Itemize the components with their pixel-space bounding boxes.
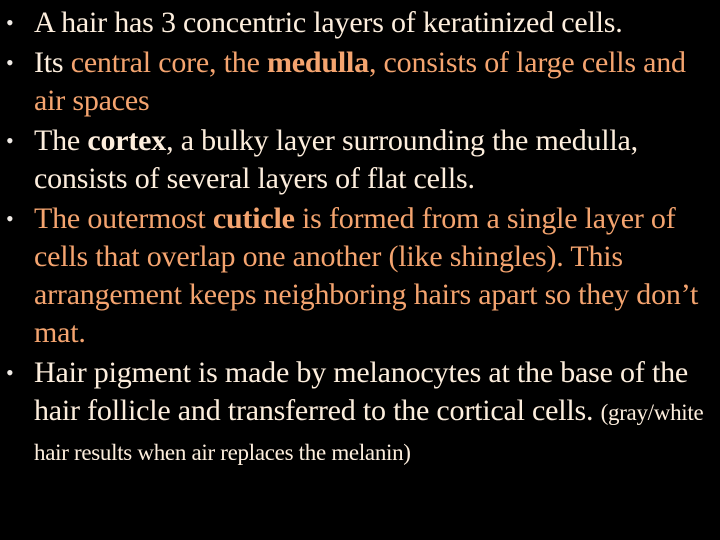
bullet-item (6, 354, 716, 472)
bullet-text-highlight: central core, the (70, 46, 267, 79)
bullet-text: The (34, 124, 88, 157)
term-medulla: medulla (266, 46, 369, 79)
bullet-dot: • (6, 10, 14, 35)
bullet-dot: • (6, 360, 14, 385)
bullet-dot: • (6, 128, 14, 153)
bullet-text: Its (34, 46, 71, 79)
bullet-item (6, 122, 716, 198)
bullet-dot: • (6, 50, 14, 75)
bullet-text-highlight: is formed from a single layer of cells that overlap one another (like shingles). This arrangement keeps neighboring hairs apart so they don’t mat. (34, 202, 699, 349)
bullet-dot: • (6, 206, 14, 231)
bullet-text-highlight: The outermost (34, 202, 213, 235)
bullet-text-highlight: , consists of large cells and air spaces (34, 46, 686, 117)
term-cortex: cortex (87, 124, 167, 157)
term-cuticle: cuticle (212, 202, 295, 235)
bullet-item (6, 44, 716, 120)
bullet-item (6, 4, 716, 42)
bullet-list (6, 4, 716, 474)
bullet-text: , a bulky layer surrounding the medulla, consists of several layers of flat cells. (34, 124, 638, 195)
bullet-note: (gray/white hair results when air replaces the melanin) (34, 400, 704, 465)
bullet-text: Hair pigment is made by melanocytes at the base of the hair follicle and transferred to the cortical cells. (34, 356, 688, 427)
bullet-item (6, 200, 716, 352)
bullet-text: A hair has 3 concentric layers of keratinized cells. (34, 6, 623, 39)
